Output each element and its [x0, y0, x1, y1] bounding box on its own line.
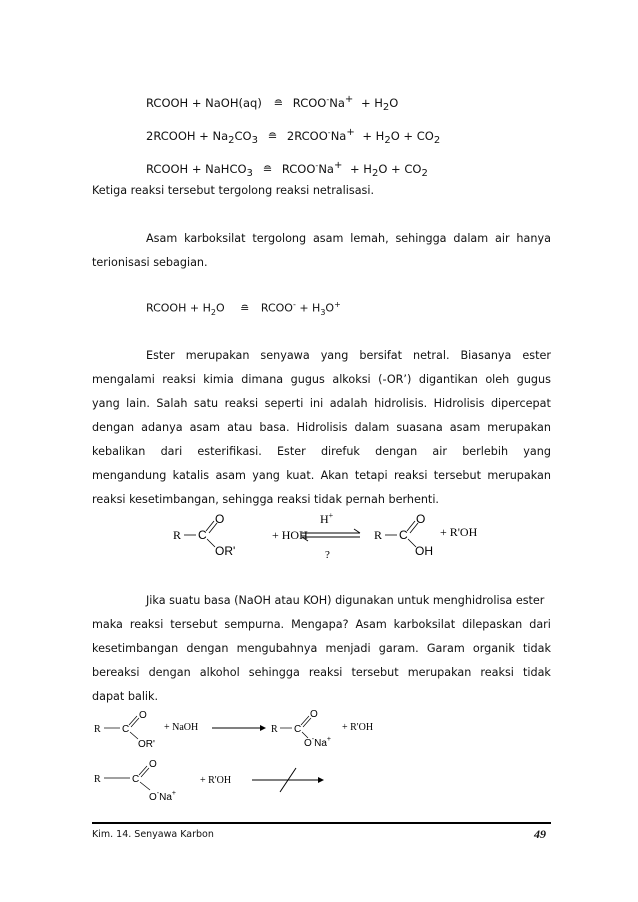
hoh-label: + HOH [272, 528, 308, 542]
word: berlebih [462, 445, 509, 458]
roh-label: + R'OH [342, 722, 374, 733]
eq-charge: + [346, 127, 355, 138]
word: Biasanya [460, 349, 512, 362]
c-label: C [399, 528, 408, 542]
paragraph-ester-line5 [92, 445, 551, 458]
word: asam [189, 421, 221, 434]
paragraph-base-line1: Jika suatu basa (NaOH atau KOH) digunakan untuk menghidrolisa ester [146, 594, 545, 607]
word: asam [312, 232, 344, 245]
r-label: R [374, 528, 383, 542]
word: Akan [320, 469, 349, 482]
roh-label: + R'OH [440, 525, 478, 539]
word: karboksilat [393, 618, 456, 631]
word: tidak [523, 642, 551, 655]
question-label: ? [325, 549, 330, 561]
word: yang [252, 469, 280, 482]
equilibrium-arrow-icon: ≘ [240, 301, 250, 315]
word: yang [92, 397, 120, 410]
paragraph-ester-line3 [92, 397, 551, 410]
word: merupakan [407, 666, 472, 679]
bond-c-o [140, 782, 150, 790]
eq-part: RCOOH + H [146, 301, 211, 315]
word: dengan [375, 445, 418, 458]
word: Ester [276, 445, 306, 458]
no-reaction-scheme [92, 756, 352, 808]
word: air [495, 232, 510, 245]
word: adalah [329, 397, 368, 410]
eq-charge: + [344, 94, 354, 105]
naoh-label: + NaOH [164, 722, 199, 733]
word: merupakan [487, 421, 551, 434]
word: reaksi [129, 618, 164, 631]
word: reaksi [224, 397, 259, 410]
roh-label: + R'OH [200, 775, 232, 786]
paragraph-ester-line6 [92, 469, 551, 482]
eq-co: CO [234, 128, 252, 143]
catalyst-label: H+ [320, 511, 334, 526]
word: tersebut [351, 666, 399, 679]
eq-product-cation: Na [318, 161, 334, 176]
word: bereaksi [92, 666, 140, 679]
paragraph-ester-line1 [146, 349, 551, 362]
eq-reactants: RCOOH + NaOH(aq) [146, 95, 262, 110]
paragraph-base-line4 [92, 666, 551, 679]
eq-water: + H [362, 128, 385, 143]
double-bond-2 [141, 768, 149, 777]
eq-charge: - [292, 300, 296, 309]
eq-co2: O + CO [378, 161, 422, 176]
equation-neutralization-carbonate [146, 127, 440, 146]
word: direfuk [320, 445, 360, 458]
word: satu [193, 397, 219, 410]
word: adanya [141, 421, 183, 434]
double-bond-1 [407, 521, 415, 531]
word: Salah [156, 397, 188, 410]
word: gugus [516, 373, 551, 386]
eq-sub: 2 [228, 135, 235, 147]
word: yang [523, 445, 551, 458]
double-bond-1 [129, 716, 137, 725]
eq-sub: 2 [371, 168, 379, 180]
eq-sub: 3 [320, 307, 326, 317]
eq-product-cation: Na [330, 128, 347, 143]
word: reaksi [162, 373, 196, 386]
word: alkoksi [332, 373, 371, 386]
word: seperti [264, 397, 304, 410]
word: yang [320, 349, 349, 362]
word: dimana [241, 373, 284, 386]
page-number: 49 [534, 827, 546, 841]
word: karboksilat [184, 232, 246, 245]
word: tidak [522, 666, 551, 679]
word: Asam [355, 618, 387, 631]
paragraph-base-line3 [92, 642, 551, 655]
word: merupakan [185, 349, 250, 362]
word: asam [215, 469, 246, 482]
c-label: C [198, 528, 207, 542]
word: tetapi [354, 469, 388, 482]
word: tersebut [433, 469, 481, 482]
paragraph-base-line2 [92, 618, 551, 631]
footer-chapter: Kim. 14. Senyawa Karbon [92, 829, 214, 840]
r-label: R [173, 528, 182, 542]
word: tergolong [252, 232, 307, 245]
o-minus-label: O-Na+ [304, 736, 332, 749]
r-label: R [94, 724, 101, 735]
c-label: C [294, 724, 302, 735]
word: suasana [396, 421, 443, 434]
equation-neutralization-bicarbonate [146, 160, 428, 179]
word: atau [227, 421, 253, 434]
word: kesetimbangan [92, 642, 179, 655]
eq-charge: - [326, 95, 330, 104]
word: ester [522, 349, 551, 362]
eq-product-anion: RCOO [281, 161, 316, 176]
equilibrium-arrow-icon: ≘ [262, 161, 273, 176]
word: merupakan [487, 469, 551, 482]
c-label: C [132, 774, 140, 785]
equilibrium-arrow-icon: ≘ [267, 128, 278, 143]
word: oleh [485, 373, 510, 386]
word: kebalikan [92, 445, 146, 458]
arrow-head-icon [318, 777, 324, 783]
word: bersifat [359, 349, 403, 362]
eq-sub: 3 [251, 135, 258, 147]
word: mengandung [92, 469, 167, 482]
word: lemah, [350, 232, 389, 245]
base-hydrolysis-scheme [92, 706, 392, 756]
word: dengan [186, 642, 229, 655]
r-label: R [271, 724, 278, 735]
o-label: O [215, 512, 225, 526]
o-label: O [416, 512, 426, 526]
word: Garam [426, 642, 465, 655]
word: alkohol [199, 666, 240, 679]
word: tersebut [170, 618, 218, 631]
paragraph-ester-line4 [92, 421, 551, 434]
eq-part: O [215, 301, 225, 315]
word: basa. [259, 421, 290, 434]
word: reaksi [393, 469, 428, 482]
word: dipercepat [490, 397, 551, 410]
eq-water: + H [360, 95, 383, 110]
bond-c-or [130, 732, 138, 739]
equation-neutralization-naoh [146, 94, 398, 113]
double-bond-1 [206, 521, 214, 531]
word: Ester [146, 349, 175, 362]
eq-charge: - [315, 161, 319, 170]
word: sehingga [248, 666, 300, 679]
word: Asam [146, 232, 178, 245]
equilibrium-arrow-icon: ≘ [273, 95, 284, 110]
word: lain. [126, 397, 150, 410]
double-bond-1 [301, 716, 309, 725]
eq-charge: + [333, 160, 343, 171]
word: dari [160, 445, 183, 458]
eq-reactants: 2RCOOH + Na [146, 128, 229, 143]
eq-part: O [325, 301, 335, 315]
oh-label: OH [415, 544, 433, 558]
word: mengalami [92, 373, 155, 386]
word: netral. [413, 349, 450, 362]
eq-water-o: O [389, 95, 399, 110]
word: dengan [148, 666, 191, 679]
word: dalam [354, 421, 390, 434]
o-minus-label: O-Na+ [149, 790, 177, 803]
word: reaksi [308, 666, 343, 679]
word: menjadi [325, 642, 371, 655]
double-bond-2 [131, 718, 139, 727]
eq-part: + H [299, 301, 321, 315]
word: organik [472, 642, 515, 655]
o-label: O [139, 710, 147, 721]
eq-sub: 2 [421, 168, 428, 180]
word: asam [449, 421, 481, 434]
word: sehingga [395, 232, 447, 245]
eq-sub: 2 [433, 135, 441, 147]
word: hidrolisis. [374, 397, 428, 410]
eq-sub: 3 [246, 168, 253, 180]
bond-c-or [207, 539, 215, 547]
word: dilepaskan [462, 618, 523, 631]
or-label: OR' [138, 739, 155, 750]
word: kuat. [286, 469, 315, 482]
word: digantikan [418, 373, 478, 386]
eq-sub: 2 [210, 307, 216, 317]
eq-co2: O + CO [390, 128, 434, 143]
o-label: O [149, 759, 157, 770]
eq-sub: 2 [384, 135, 391, 147]
eq-product-anion: 2RCOO [286, 128, 328, 143]
word: Mengapa? [291, 618, 349, 631]
word: hanya [516, 232, 551, 245]
eq-charge: + [334, 300, 341, 309]
word: reaksi [480, 666, 514, 679]
arrow-head-icon [354, 529, 360, 533]
word: esterifikasi. [197, 445, 262, 458]
eq-product-cation: Na [329, 95, 345, 110]
word: dengan [92, 421, 135, 434]
word: gugus [290, 373, 325, 386]
o-label: O [310, 709, 318, 720]
or-label: OR' [215, 544, 236, 558]
footer-rule [92, 822, 551, 824]
r-label: R [94, 774, 101, 785]
word: dari [529, 618, 551, 631]
paragraph-base-line5: dapat balik. [92, 690, 159, 703]
double-bond-1 [139, 766, 147, 775]
paragraph-weak-acid-line2: terionisasi sebagian. [92, 256, 208, 269]
word: dalam [453, 232, 489, 245]
equation-ionization [146, 300, 341, 317]
word: Hidrolisis [433, 397, 485, 410]
word: mengubahnya [236, 642, 318, 655]
eq-part: RCOO [260, 301, 293, 315]
paragraph-neutralization: Ketiga reaksi tersebut tergolong reaksi netralisasi. [92, 184, 375, 197]
word: garam. [378, 642, 419, 655]
word: katalis [172, 469, 210, 482]
word: maka [92, 618, 123, 631]
word: (-OR’) [378, 373, 412, 386]
word: kimia [203, 373, 234, 386]
eq-charge: - [327, 128, 331, 137]
word: ini [309, 397, 324, 410]
word: air [432, 445, 447, 458]
word: sempurna. [224, 618, 285, 631]
c-label: C [122, 724, 130, 735]
acid-hydrolysis-scheme [160, 506, 520, 566]
paragraph-ester-line2 [92, 373, 551, 386]
eq-product-anion: RCOO [292, 95, 327, 110]
word: Hidrolisis [296, 421, 348, 434]
word: senyawa [260, 349, 310, 362]
arrow-head-icon [260, 725, 266, 731]
eq-sub: 2 [382, 102, 390, 114]
eq-reactants: RCOOH + NaHCO [146, 161, 247, 176]
paragraph-weak-acid-line1 [146, 232, 551, 245]
paragraph-ester-line7: reaksi kesetimbangan, sehingga reaksi tidak pernah berhenti. [92, 493, 439, 506]
eq-water: + H [350, 161, 372, 176]
